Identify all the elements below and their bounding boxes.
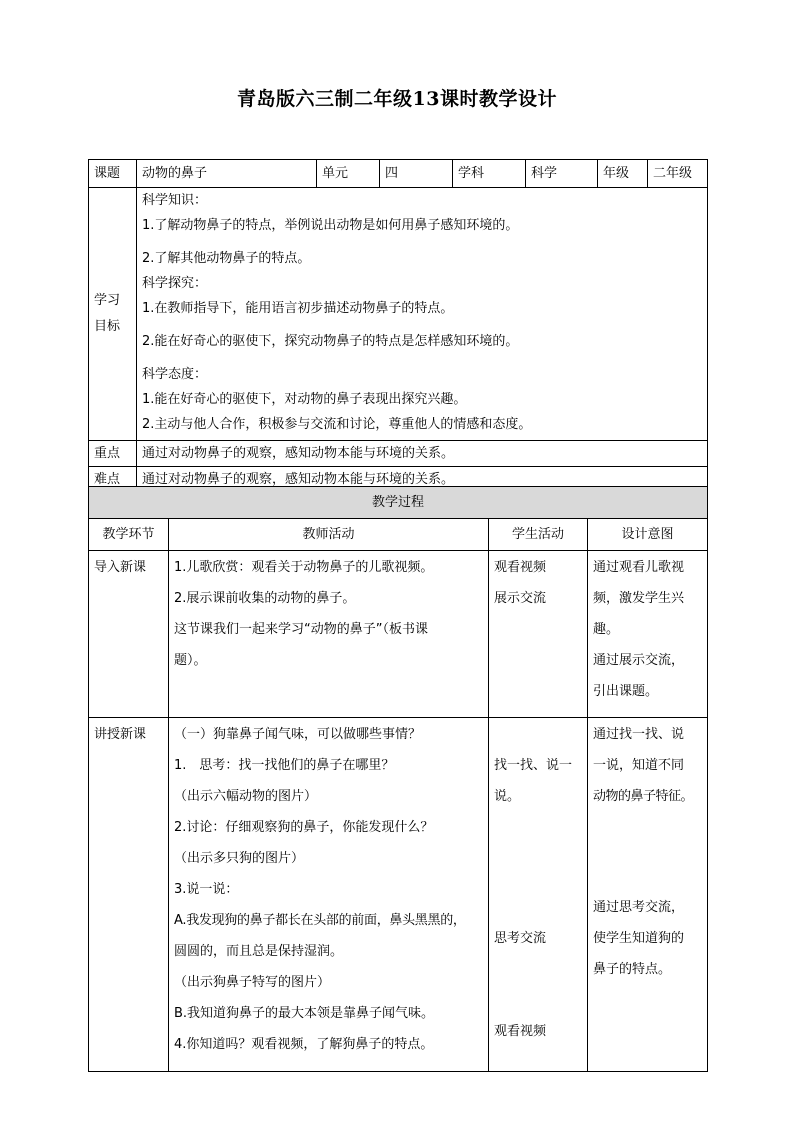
intro-teacher bbox=[169, 551, 489, 718]
attitude-item-1: 1.能在好奇心的驱使下，对动物的鼻子表现出探究兴趣。 bbox=[142, 392, 467, 407]
unit-label: 单元 bbox=[317, 160, 380, 188]
intro-teacher-3: 这节课我们一起来学习“动物的鼻子”（板书课 bbox=[174, 622, 428, 637]
lecture-design-3: 动物的鼻子特征。 bbox=[593, 789, 694, 804]
lecture-student-2: 说。 bbox=[494, 789, 521, 804]
attitude-title: 科学态度： bbox=[142, 367, 208, 382]
teaching-process-table bbox=[88, 486, 708, 1072]
process-banner: 教学过程 bbox=[89, 487, 708, 519]
goals-label-line2: 目标 bbox=[94, 319, 121, 334]
process-header-row bbox=[89, 519, 708, 551]
difficult-point-value: 通过对动物鼻子的观察，感知动物本能与环境的关系。 bbox=[137, 467, 708, 493]
lecture-stage bbox=[89, 718, 169, 1072]
lecture-design-2: 一说，知道不同 bbox=[593, 758, 685, 773]
intro-teacher-2: 2.展示课前收集的动物的鼻子。 bbox=[174, 591, 356, 606]
lecture-teacher-7: A.我发现狗的鼻子都长在头部的前面，鼻头黑黑的， bbox=[174, 913, 466, 928]
lecture-teacher-2: 1. 思考：找一找他们的鼻子在哪里？ bbox=[174, 758, 395, 773]
inquiry-item-2: 2.能在好奇心的驱使下，探究动物鼻子的特点是怎样感知环境的。 bbox=[142, 334, 519, 349]
key-point-row bbox=[89, 441, 708, 467]
key-point-label: 重点 bbox=[89, 441, 137, 467]
info-row bbox=[89, 160, 708, 188]
knowledge-item-2: 2.了解其他动物鼻子的特点。 bbox=[142, 251, 311, 266]
knowledge-title: 科学知识： bbox=[142, 193, 208, 208]
lecture-teacher-3: （出示六幅动物的图片） bbox=[174, 789, 318, 804]
lecture-stage-text: 讲授新课 bbox=[94, 727, 147, 742]
lecture-design-6: 鼻子的特点。 bbox=[593, 962, 672, 977]
intro-design-1: 通过观看儿歌视 bbox=[593, 560, 685, 575]
intro-student-1: 观看视频 bbox=[494, 560, 547, 575]
goals-label-line1: 学习 bbox=[94, 293, 121, 308]
col-design-header: 设计意图 bbox=[588, 519, 708, 551]
lecture-teacher-1: （一）狗靠鼻子闻气味，可以做哪些事情？ bbox=[174, 727, 422, 742]
document-title: 青岛版六三制二年级13课时教学设计 bbox=[237, 88, 557, 110]
lecture-teacher-6: 3.说一说： bbox=[174, 882, 239, 897]
goals-row bbox=[89, 188, 708, 441]
lecture-student-1: 找一找、说一 bbox=[494, 758, 573, 773]
lecture-teacher bbox=[169, 718, 489, 1072]
intro-design-5: 引出课题。 bbox=[593, 684, 659, 699]
lecture-design-4: 通过思考交流， bbox=[593, 900, 685, 915]
attitude-item-2: 2.主动与他人合作，积极参与交流和讨论，尊重他人的情感和态度。 bbox=[142, 417, 532, 432]
lecture-teacher-4: 2.讨论：仔细观察狗的鼻子，你能发现什么？ bbox=[174, 820, 434, 835]
intro-design-2: 频，激发学生兴 bbox=[593, 591, 685, 606]
grade-value: 二年级 bbox=[648, 160, 708, 188]
lecture-row bbox=[89, 718, 708, 1072]
intro-design-4: 通过展示交流， bbox=[593, 653, 685, 668]
lecture-teacher-8: 圆圆的，而且总是保持湿润。 bbox=[174, 944, 344, 959]
lecture-teacher-9: （出示狗鼻子特写的图片） bbox=[174, 975, 331, 990]
lecture-teacher-10: B.我知道狗鼻子的最大本领是靠鼻子闻气味。 bbox=[174, 1006, 435, 1021]
subject-value: 科学 bbox=[526, 160, 598, 188]
difficult-point-label: 难点 bbox=[89, 467, 137, 493]
lecture-student-4: 观看视频 bbox=[494, 1024, 547, 1039]
lecture-teacher-11: 4.你知道吗？观看视频，了解狗鼻子的特点。 bbox=[174, 1037, 434, 1052]
unit-value: 四 bbox=[380, 160, 453, 188]
intro-row bbox=[89, 551, 708, 718]
intro-student-2: 展示交流 bbox=[494, 591, 547, 606]
goals-content bbox=[137, 188, 708, 441]
intro-teacher-1: 1.儿歌欣赏：观看关于动物鼻子的儿歌视频。 bbox=[174, 560, 434, 575]
lesson-info-table bbox=[88, 159, 708, 493]
topic-label: 课题 bbox=[89, 160, 137, 188]
lecture-teacher-5: （出示多只狗的图片） bbox=[174, 851, 305, 866]
col-student-header: 学生活动 bbox=[489, 519, 588, 551]
lecture-student bbox=[489, 718, 588, 1072]
key-point-value: 通过对动物鼻子的观察，感知动物本能与环境的关系。 bbox=[137, 441, 708, 467]
intro-student bbox=[489, 551, 588, 718]
topic-value: 动物的鼻子 bbox=[137, 160, 317, 188]
col-teacher-header: 教师活动 bbox=[169, 519, 489, 551]
inquiry-item-1: 1.在教师指导下，能用语言初步描述动物鼻子的特点。 bbox=[142, 301, 454, 316]
intro-design-3: 趣。 bbox=[593, 622, 620, 637]
process-banner-row bbox=[89, 487, 708, 519]
intro-design bbox=[588, 551, 708, 718]
intro-stage bbox=[89, 551, 169, 718]
inquiry-title: 科学探究： bbox=[142, 276, 208, 291]
goals-label bbox=[89, 188, 137, 441]
lecture-design bbox=[588, 718, 708, 1072]
col-stage-header: 教学环节 bbox=[89, 519, 169, 551]
grade-label: 年级 bbox=[598, 160, 648, 188]
subject-label: 学科 bbox=[453, 160, 526, 188]
lecture-design-5: 使学生知道狗的 bbox=[593, 931, 685, 946]
lecture-design-1: 通过找一找、说 bbox=[593, 727, 685, 742]
knowledge-item-1: 1.了解动物鼻子的特点，举例说出动物是如何用鼻子感知环境的。 bbox=[142, 218, 519, 233]
intro-stage-text: 导入新课 bbox=[94, 560, 147, 575]
intro-teacher-4: 题）。 bbox=[174, 653, 207, 668]
lecture-student-3: 思考交流 bbox=[494, 931, 547, 946]
